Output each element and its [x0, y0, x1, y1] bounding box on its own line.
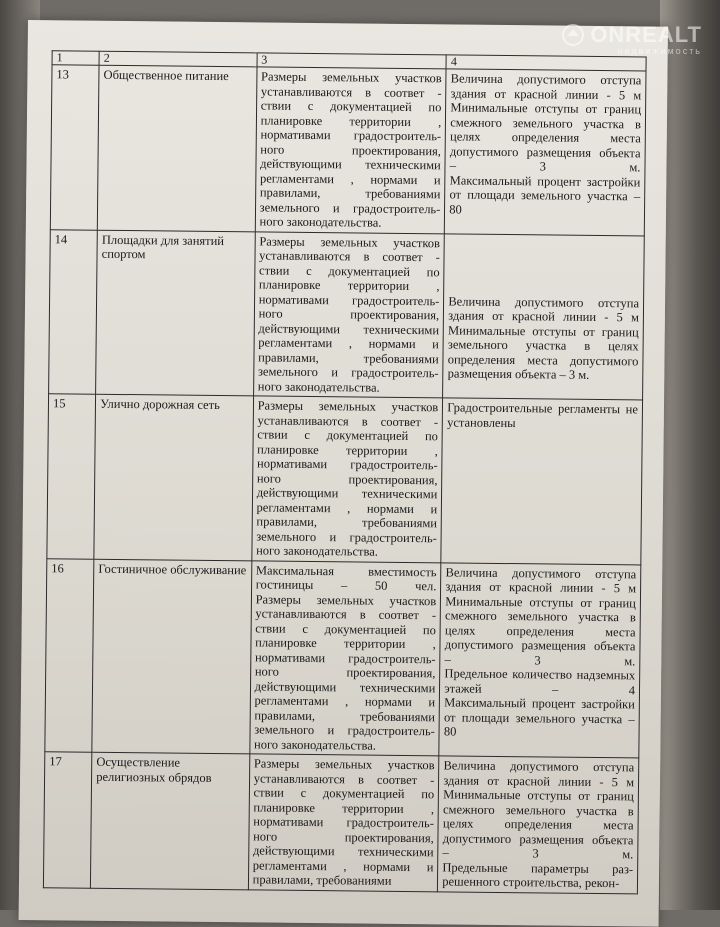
text-line: действующими техническими — [256, 485, 438, 502]
text-line: ного законодательства. — [257, 378, 380, 395]
header-col-4: 4 — [446, 55, 646, 71]
text-line: – 3 м. — [449, 158, 641, 175]
text-line: допустимого размещения объекта — [442, 830, 634, 847]
text-line: ствии с документацией по — [260, 98, 442, 115]
watermark-subtitle: недвижимость — [617, 46, 702, 56]
text-line: гостиницы – 50 чел. — [255, 577, 437, 594]
text-line: смежного земельного участка в — [445, 608, 636, 625]
text-line: Величина допустимого отступа — [448, 293, 640, 310]
text-line: устанавливаются в соответ - — [255, 606, 437, 623]
text-line: Размеры земельных участков — [253, 756, 435, 773]
text-line: правилами, требованиями — [256, 514, 438, 531]
text-line: допустимого размещения объекта — [444, 637, 636, 654]
text-line: планировке территории , — [257, 441, 438, 458]
text-line: действующими техническими — [254, 678, 436, 695]
text-line: 80 — [443, 724, 457, 739]
parameters-cell — [443, 233, 644, 400]
text-line: ного проектирования, — [253, 828, 434, 845]
text-line: здания от красной линии - 5 м — [448, 308, 639, 325]
row-number: 15 — [47, 394, 96, 559]
text-line: допустимого размещения объекта — [449, 143, 641, 160]
text-line: Максимальный процент застройки — [449, 172, 641, 189]
text-line: ного проектирования, — [254, 664, 436, 681]
text-line: Максимальная вместимость — [255, 562, 437, 579]
house-icon — [562, 24, 584, 46]
use-type-name: Осуществление религиозных обрядов — [91, 752, 250, 889]
text-line: планировке территории , — [260, 112, 442, 129]
text-line: Минимальные отступы от границ — [445, 593, 637, 610]
text-line: ствии с документацией по — [255, 620, 437, 637]
text-line: регламентами , нормами и — [256, 499, 438, 516]
text-line: Предельное количество надземных — [444, 666, 636, 683]
text-line: устанавливаются в соответ - — [253, 770, 435, 787]
text-line: ствии с документацией по — [258, 262, 440, 279]
text-line: ного законодательства. — [259, 214, 382, 230]
row-number: 14 — [49, 229, 98, 394]
text-line: Величина допустимого отступа — [450, 71, 642, 88]
text-line: Минимальные отступы от границ — [450, 100, 642, 117]
text-line: правилами, требованиями — [259, 185, 441, 202]
text-line: нормативами градостроитель- — [253, 814, 434, 831]
text-line: здания от красной линии - 5 м — [443, 772, 635, 789]
text-line: устанавливаются в соответ - — [259, 248, 440, 265]
text-line: Размеры земельных участков — [257, 398, 439, 415]
text-line: действующими техническими — [252, 843, 434, 860]
text-line: ного проектирования, — [256, 470, 438, 487]
parameters-cell — [439, 562, 641, 758]
text-line: Размеры земельных участков — [259, 233, 441, 250]
plot-size-cell — [249, 560, 441, 755]
table-row — [47, 394, 643, 565]
text-line: регламентами , нормами и — [254, 693, 436, 710]
watermark-logo — [562, 22, 702, 56]
text-line: ствии с документацией по — [257, 427, 439, 444]
row-number: 17 — [43, 752, 92, 888]
text-line: от площади земельного участка – — [449, 187, 641, 204]
text-line: – 3 м. — [444, 651, 636, 668]
text-line: устанавливаются в соответ - — [260, 83, 442, 100]
text-line: земельного участка в целях — [447, 337, 639, 354]
text-line: Максимальный процент застройки — [444, 695, 635, 712]
table-row — [50, 65, 646, 236]
text-line: этажей – 4 — [444, 680, 636, 697]
text-line: ного проектирования, — [258, 306, 440, 323]
plot-size-cell — [255, 67, 446, 233]
text-line: Градостроительные регламенты не — [447, 400, 639, 417]
text-line: здания от красной линии - 5 м — [445, 579, 637, 596]
text-line: ного законодательства. — [256, 543, 379, 559]
text-line: Размеры земельных участков — [261, 69, 442, 86]
parameters-cell — [445, 69, 646, 236]
text-line: регламентами , нормами и — [258, 335, 439, 352]
parameters-cell — [441, 398, 642, 565]
text-line: нормативами градостроитель- — [254, 649, 436, 666]
text-line: правилами, требованиями — [252, 872, 392, 888]
text-line: ного законодательства. — [254, 736, 377, 753]
text-line: земельного и градостроитель- — [256, 528, 437, 545]
text-line: – 3 м. — [442, 845, 634, 862]
table-row — [49, 229, 645, 400]
text-line: целях определения места — [450, 129, 641, 146]
table-row — [43, 752, 638, 894]
use-type-name: Общественное питание — [97, 65, 256, 231]
text-line: Величина допустимого отступа — [445, 564, 637, 581]
header-col-1: 1 — [52, 51, 99, 65]
text-line: нормативами градостроитель- — [260, 127, 442, 144]
background-right — [660, 0, 720, 910]
text-line: Минимальные отступы от границ — [448, 322, 639, 339]
text-line: планировке территории , — [255, 635, 436, 652]
row-number: 16 — [45, 558, 94, 752]
use-type-name: Площадки для занятий спортом — [96, 230, 255, 396]
text-line: Предельные параметры раз- — [442, 859, 634, 876]
text-line: планировке территории , — [253, 799, 435, 816]
parameters-cell — [438, 756, 639, 894]
plot-size-cell — [252, 396, 443, 562]
text-line: правилами, требованиями — [258, 349, 439, 366]
text-line: действующими техническими — [258, 320, 440, 337]
text-line: Величина допустимого отступа — [443, 758, 635, 775]
use-type-name: Улично дорожная сеть — [94, 394, 253, 560]
text-line: определения места допустимого — [447, 351, 639, 368]
text-line: здания от красной линии - 5 м — [450, 85, 642, 102]
text-line: размещения объекта – 3 м. — [447, 366, 590, 382]
text-line: целях определения места — [444, 622, 636, 639]
text-line: целях определения места — [442, 816, 634, 833]
text-line: земельного и градостроитель- — [259, 199, 441, 216]
regulations-table — [43, 50, 647, 894]
plot-size-cell — [253, 231, 444, 397]
text-line: земельного и градостроитель- — [254, 722, 435, 739]
plot-size-cell — [248, 754, 439, 891]
text-line: ствии с документацией по — [253, 785, 435, 802]
use-type-name: Гостиничное обслуживание — [92, 559, 252, 754]
header-col-3: 3 — [257, 53, 447, 69]
text-line: нормативами градостроитель- — [256, 456, 438, 473]
text-line: Минимальные отступы от границ — [443, 787, 634, 804]
text-line: действующими техническими — [260, 156, 441, 173]
watermark-brand: ONREALT — [590, 22, 702, 47]
text-line: смежного земельного участка в — [450, 114, 642, 131]
text-line: установлены — [447, 414, 516, 430]
header-col-2: 2 — [99, 51, 257, 67]
text-line: смежного земельного участка в — [442, 801, 634, 818]
document-page — [19, 20, 668, 927]
text-line: земельного и градостроитель- — [257, 364, 439, 381]
text-line: от площади земельного участка – — [443, 709, 635, 726]
text-line: устанавливаются в соответ - — [257, 412, 439, 429]
text-line: регламентами , нормами и — [259, 170, 441, 187]
text-line: решенного строительства, рекон- — [442, 874, 620, 891]
text-line: ного проектирования, — [260, 141, 442, 158]
text-line: регламентами , нормами и — [252, 857, 434, 874]
table-body — [43, 65, 646, 894]
text-line: нормативами градостроитель- — [258, 291, 440, 308]
text-line: Размеры земельных участков — [255, 591, 437, 608]
table-row — [45, 558, 641, 758]
row-number: 13 — [50, 65, 99, 230]
text-line: планировке территории , — [258, 277, 440, 294]
text-line: 80 — [449, 201, 462, 217]
text-line: правилами, требованиями — [254, 707, 436, 724]
